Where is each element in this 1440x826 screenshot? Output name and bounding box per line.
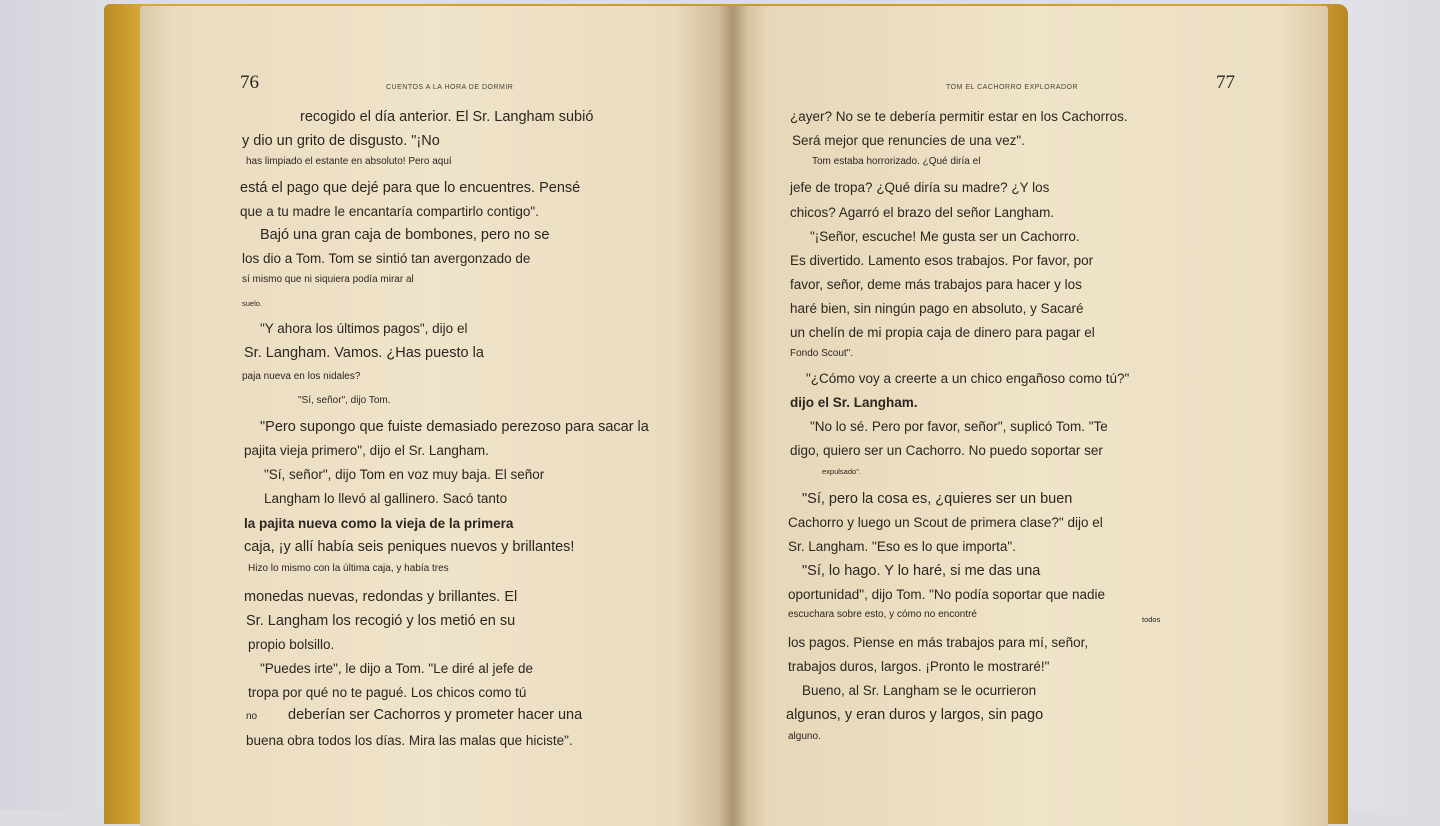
left-page-text-line: "Sí, señor", dijo Tom. <box>298 395 391 406</box>
running-head-right: TOM EL CACHORRO EXPLORADOR <box>946 84 1079 91</box>
left-page-text-line: Sr. Langham los recogió y los metió en su <box>246 613 516 629</box>
left-page-text-line: paja nueva en los nidales? <box>242 371 361 382</box>
page-number-left: 76 <box>240 72 259 93</box>
right-page-text-line: Bueno, al Sr. Langham se le ocurrieron <box>802 683 1037 698</box>
left-page-text-line: "Y ahora los últimos pagos", dijo el <box>260 321 468 336</box>
left-page-text-line: "Sí, señor", dijo Tom en voz muy baja. El señor <box>264 467 545 482</box>
right-page-text-line: escuchara sobre esto, y cómo no encontré <box>788 609 977 620</box>
left-page-text-line: Sr. Langham. Vamos. ¿Has puesto la <box>244 345 484 361</box>
right-page-text-line: Fondo Scout". <box>790 348 854 359</box>
right-page-text-line: "No lo sé. Pero por favor, señor", suplicó Tom. "Te <box>810 419 1108 434</box>
right-page <box>732 6 1328 826</box>
left-page-text-line: "Pero supongo que fuiste demasiado perezoso para sacar la <box>260 419 649 435</box>
left-page-text-line: no <box>246 711 258 722</box>
right-page-text-line: digo, quiero ser un Cachorro. No puedo soportar ser <box>790 443 1103 458</box>
left-page-text-line: monedas nuevas, redondas y brillantes. El <box>244 589 518 605</box>
left-page-text-line: que a tu madre le encantaría compartirlo contigo". <box>240 204 539 219</box>
right-page-text-line: "¡Señor, escuche! Me gusta ser un Cachorro. <box>810 229 1080 244</box>
left-page-text-line: caja, ¡y allí había seis peniques nuevos y brillantes! <box>244 539 575 555</box>
right-page-text-line: oportunidad", dijo Tom. "No podía soportar que nadie <box>788 587 1106 602</box>
left-page-text-line: está el pago que dejé para que lo encuentres. Pensé <box>240 180 581 196</box>
left-page-text-line: la pajita nueva como la vieja de la primera <box>244 516 514 531</box>
backdrop-left <box>0 0 120 810</box>
left-page-text-line: tropa por qué no te pagué. Los chicos como tú <box>248 685 527 700</box>
right-page-text-line: "Sí, pero la cosa es, ¿quieres ser un buen <box>802 491 1073 507</box>
right-page-text-line: jefe de tropa? ¿Qué diría su madre? ¿Y los <box>790 180 1050 195</box>
running-head-left: CUENTOS A LA HORA DE DORMIR <box>386 84 514 91</box>
left-page-text-line: Bajó una gran caja de bombones, pero no se <box>260 227 550 243</box>
left-page <box>140 6 732 826</box>
right-page-text-line: Es divertido. Lamento esos trabajos. Por favor, por <box>790 253 1094 268</box>
left-page-text-line: buena obra todos los días. Mira las malas que hiciste". <box>246 733 573 748</box>
right-page-text-line: "¿Cómo voy a creerte a un chico engañoso como tú?" <box>806 371 1130 386</box>
left-page-text-line: recogido el día anterior. El Sr. Langham subió <box>300 109 594 125</box>
left-page-text-line: pajita vieja primero", dijo el Sr. Langham. <box>244 443 489 458</box>
right-page-text-line: los pagos. Piense en más trabajos para mí, señor, <box>788 635 1089 650</box>
right-page-text-line: algunos, y eran duros y largos, sin pago <box>786 707 1044 723</box>
left-page-text-line: los dio a Tom. Tom se sintió tan avergonzado de <box>242 251 531 266</box>
right-page-text-line: chicos? Agarró el brazo del señor Langham. <box>790 205 1055 220</box>
right-page-text-line: "Sí, lo hago. Y lo haré, si me das una <box>802 563 1041 579</box>
right-page-text-line: ¿ayer? No se te debería permitir estar en los Cachorros. <box>790 109 1128 124</box>
left-page-text-line: deberían ser Cachorros y prometer hacer una <box>288 707 583 723</box>
right-page-text-line: Será mejor que renuncies de una vez". <box>792 133 1025 148</box>
right-page-text-line: favor, señor, deme más trabajos para hacer y los <box>790 277 1082 292</box>
right-page-text-line: Cachorro y luego un Scout de primera clase?" dijo el <box>788 515 1103 530</box>
right-page-text-line: un chelín de mi propia caja de dinero para pagar el <box>790 325 1095 340</box>
left-page-text-line: y dio un grito de disgusto. "¡No <box>242 133 440 149</box>
page-number-right: 77 <box>1216 72 1235 93</box>
left-page-text-line: sí mismo que ni siquiera podía mirar al <box>242 274 414 285</box>
left-page-text-line: Hizo lo mismo con la última caja, y había tres <box>248 563 449 574</box>
right-page-text-line: Sr. Langham. "Eso es lo que importa". <box>788 539 1016 554</box>
right-page-text-line: haré bien, sin ningún pago en absoluto, y Sacaré <box>790 301 1084 316</box>
right-page-text-line: trabajos duros, largos. ¡Pronto le mostraré!" <box>788 659 1050 674</box>
right-page-text-line: Tom estaba horrorizado. ¿Qué diría el <box>812 156 981 167</box>
book-gutter <box>718 6 748 826</box>
right-page-text-line: dijo el Sr. Langham. <box>790 395 918 410</box>
left-page-text-line: suelo. <box>242 299 263 308</box>
right-page-text-line: alguno. <box>788 731 821 742</box>
left-page-text-line: propio bolsillo. <box>248 637 335 652</box>
right-page-text-line: todos <box>1142 615 1161 624</box>
left-page-text-line: has limpiado el estante en absoluto! Pero aquí <box>246 156 452 167</box>
left-page-text-line: Langham lo llevó al gallinero. Sacó tanto <box>264 491 508 506</box>
left-page-text-line: "Puedes irte", le dijo a Tom. "Le diré al jefe de <box>260 661 534 676</box>
right-page-text-line: expulsado". <box>822 467 861 476</box>
